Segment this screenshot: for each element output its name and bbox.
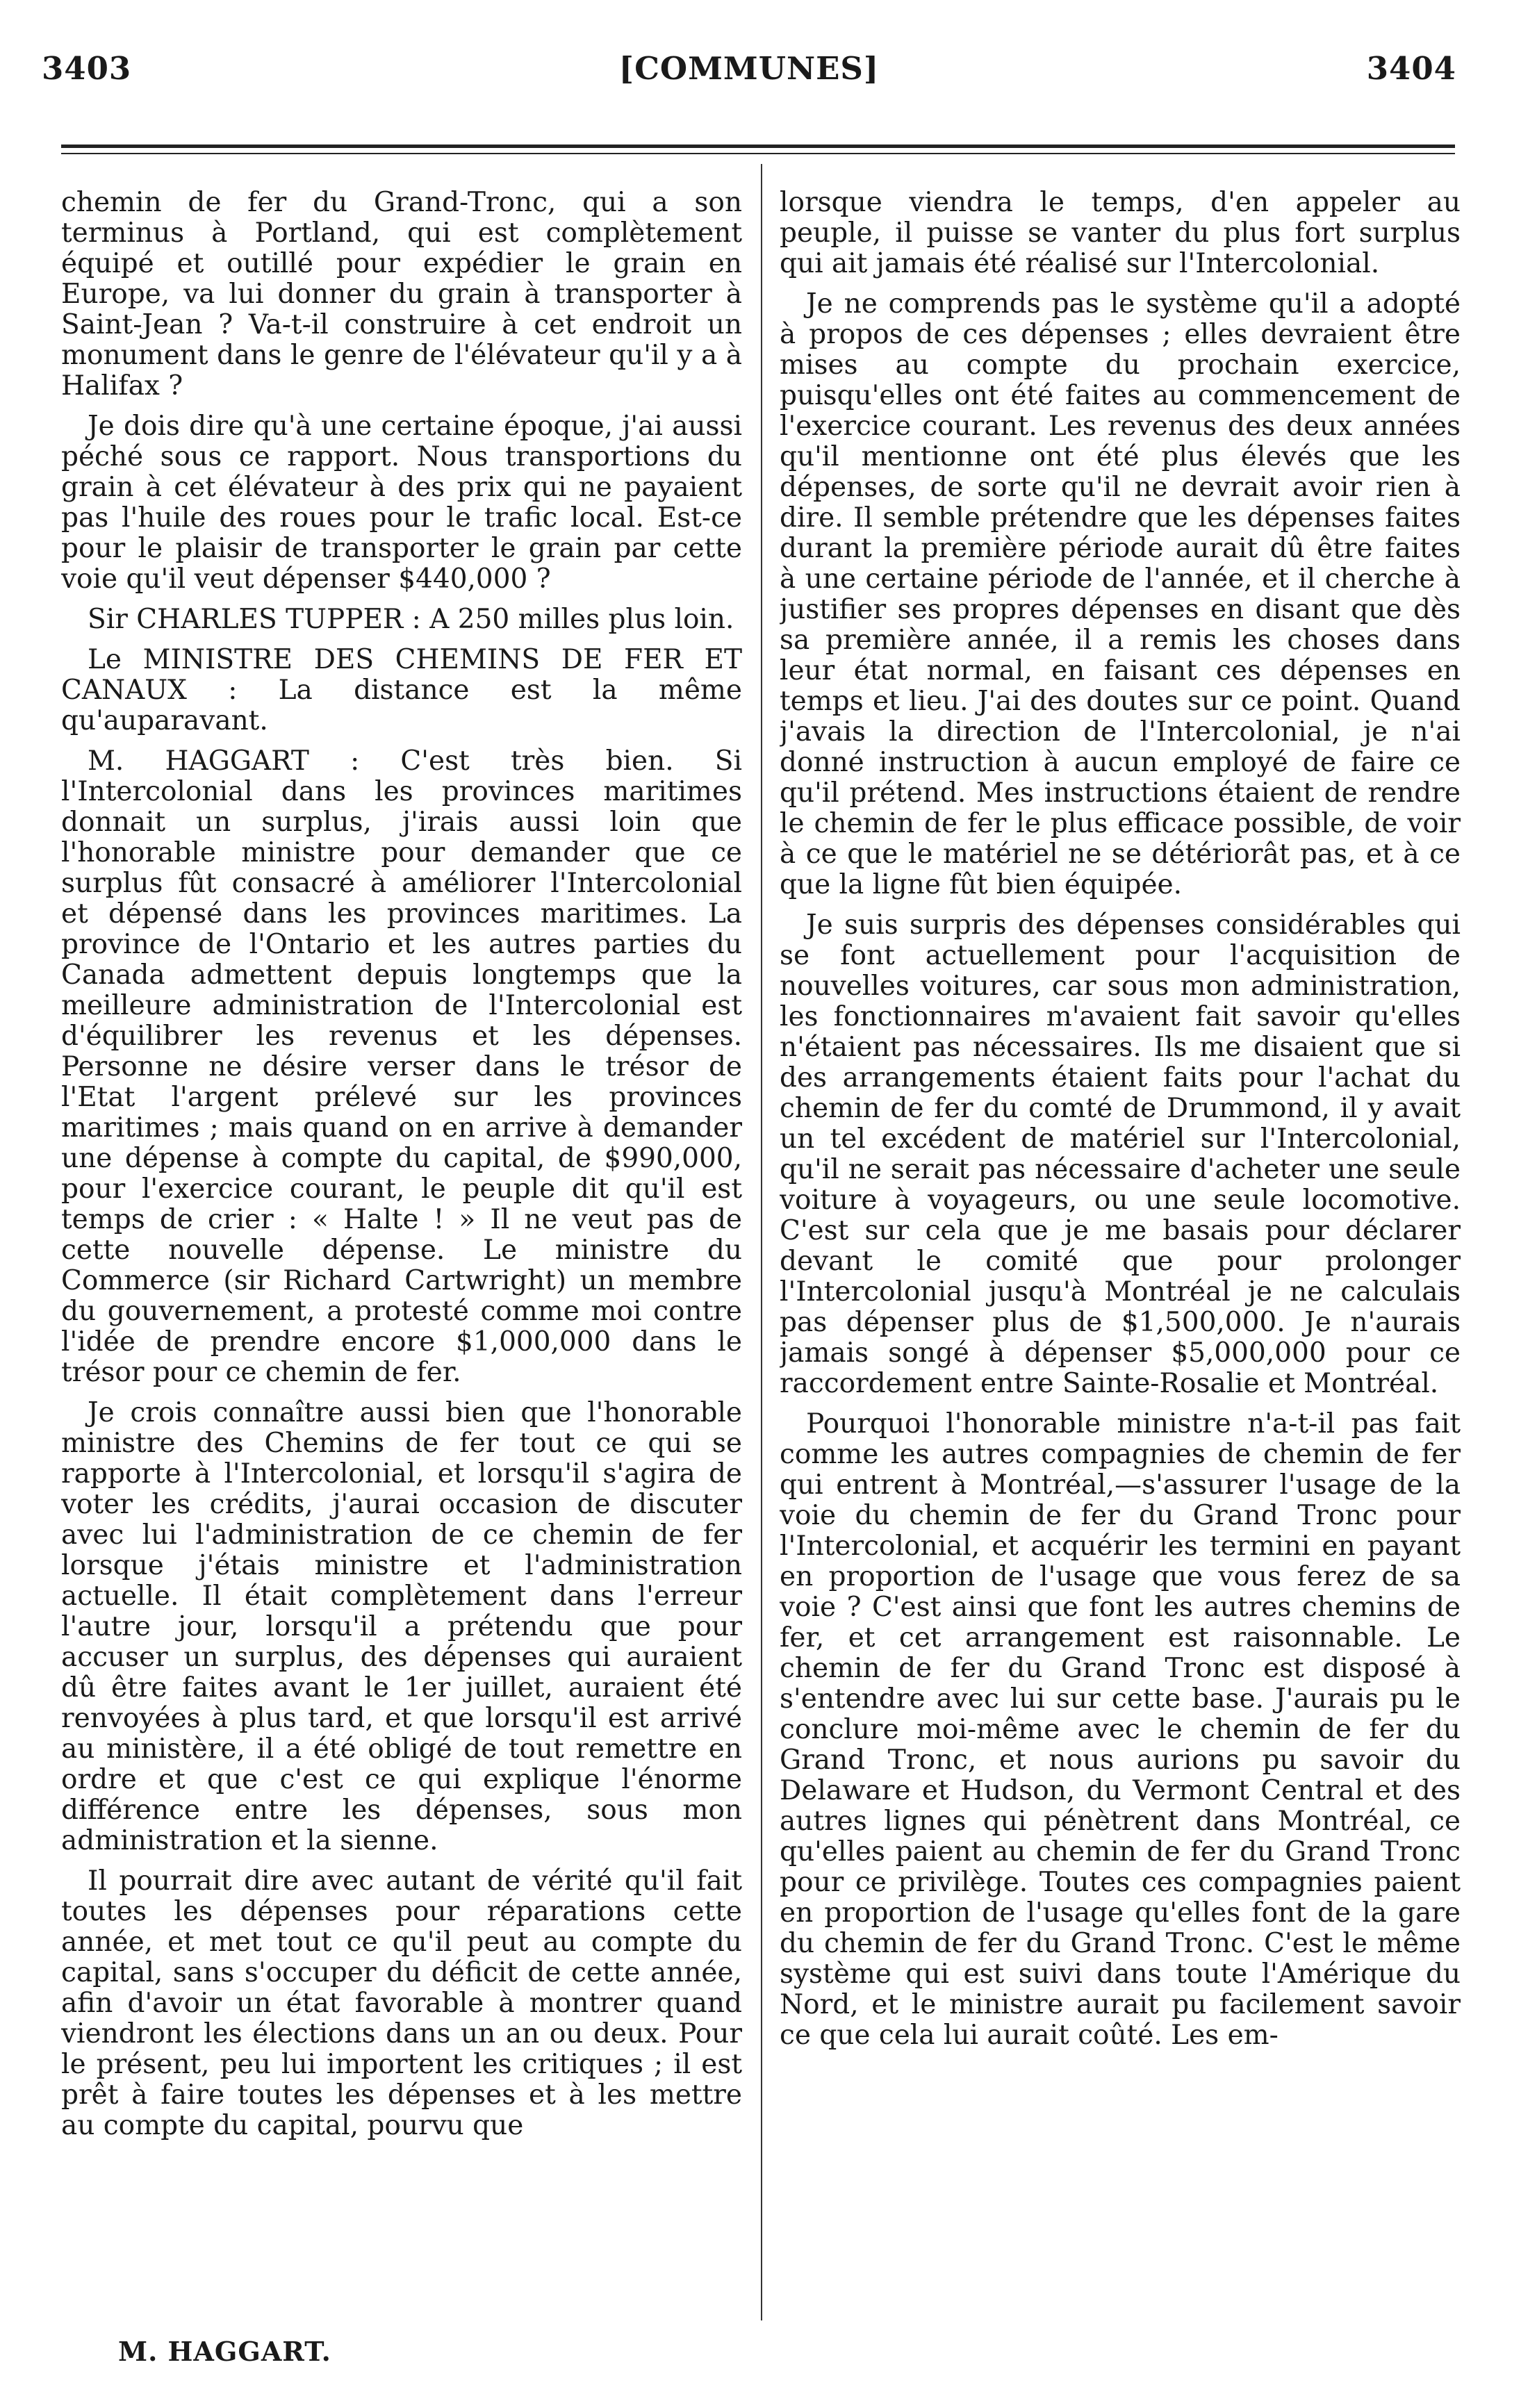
left-column: [61, 188, 742, 2327]
paragraph: Je suis surpris des dépenses considérables qui se font actuellement pour l'acquisition de nouvelles voitures, car sous mon administration, les fonctionnaires m'avaient fait savoir qu'elles n'étaient pas nécessaires. Ils me disaient que si des arrangements étaient faits pour l'achat du chemin de fer du comté de Drummond, il y avait un tel excédent de matériel sur l'Intercolonial, qu'il ne serait pas nécessaire d'acheter une seule voiture à voyageurs, ou une seule locomotive. C'est sur cela que je me basais pour déclarer devant le comité que pour prolonger l'Intercolonial jusqu'à Montréal je ne calculais pas dépenser plus de $1,500,000. Je n'aurais jamais songé à dépenser $5,000,000 pour ce raccordement entre Sainte-Rosalie et Montréal.: [780, 909, 1461, 1399]
paragraph: Je ne comprends pas le système qu'il a adopté à propos de ces dépenses ; elles devraient être mises au compte du prochain exercice, puisqu'elles ont été faites au commencement de l'exercice courant. Les revenus des deux années qu'il mentionne ont été plus élevés que les dépenses, de sorte qu'il ne devrait avoir rien à dire. Il semble prétendre que les dépenses faites durant la première période aurait dû être faites à une certaine période de l'année, et il cherche à justifier ses propres dépenses en disant que dès sa première année, il a remis les choses dans leur état normal, en faisant ces dépenses en temps et lieu. J'ai des doutes sur ce point. Quand j'avais la direction de l'Intercolonial, je n'ai donné instruction à aucun employé de faire ce qu'il prétend. Mes instructions étaient de rendre le chemin de fer le plus efficace possible, de voir à ce que le matériel ne se détériorât pas, et à ce que la ligne fût bien équipée.: [780, 288, 1461, 900]
page-header: [42, 50, 1456, 106]
paragraph: Pourquoi l'honorable ministre n'a-t-il pas fait comme les autres compagnies de chemin de fer qui entrent à Montréal,—s'assurer l'usage de la voie du chemin de fer du Grand Tronc pour l'Intercolonial, et acquérir les termini en payant en proportion de l'usage que vous ferez de sa voie ? C'est ainsi que font les autres chemins de fer, et cet arrangement est raisonnable. Le chemin de fer du Grand Tronc est disposé à s'entendre avec lui sur cette base. J'aurais pu le conclure moi-même avec le chemin de fer du Grand Tronc, et nous aurions pu savoir du Delaware et Hudson, du Vermont Central et des autres lignes qui pénètrent dans Montréal, ce qu'elles paient au chemin de fer du Grand Tronc pour ce privilège. Toutes ces compagnies paient en proportion de l'usage qu'elles font de la gare du chemin de fer du Grand Tronc. C'est le même système qui est suivi dans toute l'Amérique du Nord, et le ministre aurait pu facilement savoir ce que cela lui aurait coûté. Les em-: [780, 1408, 1461, 2051]
paragraph: Sir CHARLES TUPPER : A 250 milles plus loin.: [88, 604, 734, 635]
paragraph: lorsque viendra le temps, d'en appeler au peuple, il puisse se vanter du plus fort surplus qui ait jamais été réalisé sur l'Intercolonial.: [780, 188, 1461, 279]
page-number-right: 3404: [1366, 50, 1456, 87]
paragraph: Je dois dire qu'à une certaine époque, j'ai aussi péché sous ce rapport. Nous transportions du grain à cet élévateur à des prix qui ne payaient pas l'huile des roues pour le trafic local. Est-ce pour le plaisir de transporter le grain par cette voie qu'il veut dépenser $440,000 ?: [61, 411, 742, 595]
paragraph: Le MINISTRE DES CHEMINS DE FER ET CANAUX : La distance est la même qu'auparavant.: [61, 644, 742, 736]
right-column: [780, 188, 1461, 2327]
header-rule-thin: [61, 153, 1455, 154]
page-number-left: 3403: [42, 50, 132, 87]
footer-speaker: M. HAGGART.: [118, 2336, 331, 2367]
page-title: [COMMUNES]: [618, 50, 880, 87]
paragraph: M. HAGGART : C'est très bien. Si l'Intercolonial dans les provinces maritimes donnait un surplus, j'irais aussi loin que l'honorable ministre pour demander que ce surplus fût consacré à améliorer l'Intercolonial et dépensé dans les provinces maritimes. La province de l'Ontario et les autres parties du Canada admettent depuis longtemps que la meilleure administration de l'Intercolonial est d'équilibrer les revenus et les dépenses. Personne ne désire verser dans le trésor de l'Etat l'argent prélevé sur les provinces maritimes ; mais quand on en arrive à demander une dépense à compte du capital, de $990,000, pour l'exercice courant, le peuple dit qu'il est temps de crier : « Halte ! » Il ne veut pas de cette nouvelle dépense. Le ministre du Commerce (sir Richard Cartwright) un membre du gouvernement, a protesté comme moi contre l'idée de prendre encore $1,000,000 dans le trésor pour ce chemin de fer.: [61, 745, 742, 1388]
column-divider: [761, 164, 762, 2320]
paragraph: Je crois connaître aussi bien que l'honorable ministre des Chemins de fer tout ce qui se rapporte à l'Intercolonial, et lorsqu'il s'agira de voter les crédits, j'aurai occasion de discuter avec lui l'administration de ce chemin de fer lorsque j'étais ministre et l'administration actuelle. Il était complètement dans l'erreur l'autre jour, lorsqu'il a prétendu que pour accuser un surplus, des dépenses qui auraient dû être faites avant le 1er juillet, auraient été renvoyées à plus tard, et que lorsqu'il est arrivé au ministère, il a été obligé de tout remettre en ordre et que c'est ce qui explique l'énorme différence entre les dépenses, sous mon administration et la sienne.: [61, 1397, 742, 1856]
paragraph: chemin de fer du Grand-Tronc, qui a son terminus à Portland, qui est complètement équipé et outillé pour expédier le grain en Europe, va lui donner du grain à transporter à Saint-Jean ? Va-t-il construire à cet endroit un monument dans le genre de l'élévateur qu'il y a à Halifax ?: [61, 188, 742, 402]
header-rule-thick: [61, 145, 1455, 148]
paragraph: Il pourrait dire avec autant de vérité qu'il fait toutes les dépenses pour réparations cette année, et met tout ce qu'il peut au compte du capital, sans s'occuper du déficit de cette année, afin d'avoir un état favorable à montrer quand viendront les élections dans un an ou deux. Pour le présent, peu lui importent les critiques ; il est prêt à faire toutes les dépenses et à les mettre au compte du capital, pourvu que: [61, 1865, 742, 2141]
